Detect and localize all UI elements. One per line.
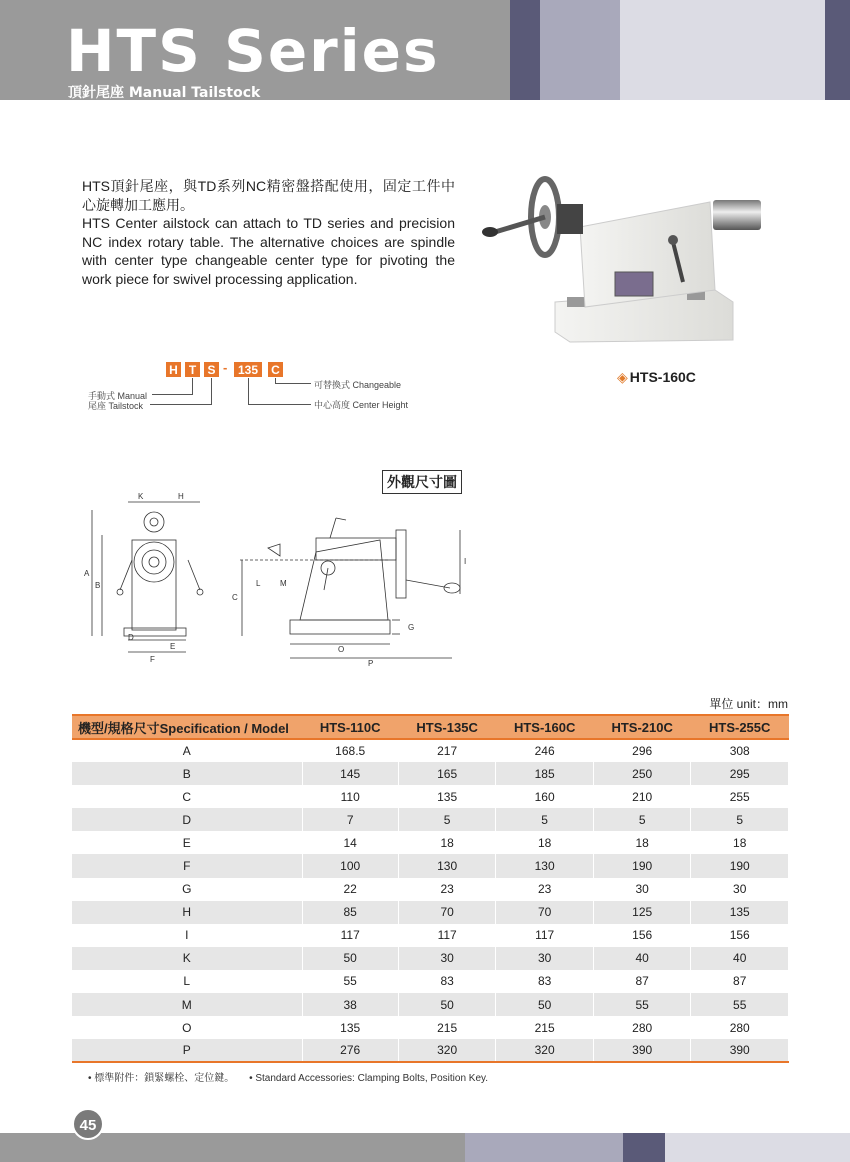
table-cell: 135 bbox=[398, 785, 496, 808]
leader-line bbox=[275, 383, 311, 384]
footer-segment bbox=[665, 1133, 850, 1162]
code-suffix: C bbox=[268, 362, 283, 377]
photo-caption: ◈ HTS-160C bbox=[617, 369, 696, 385]
table-cell: 40 bbox=[691, 947, 789, 970]
table-cell: 14 bbox=[302, 831, 398, 854]
table-cell: 110 bbox=[302, 785, 398, 808]
header-segment bbox=[510, 0, 540, 100]
table-cell: 246 bbox=[496, 739, 594, 762]
table-cell: 18 bbox=[398, 831, 496, 854]
side-view bbox=[240, 518, 460, 658]
code-letter-h: H bbox=[166, 362, 181, 377]
table-row bbox=[72, 970, 789, 993]
table-cell: 255 bbox=[691, 785, 789, 808]
table-cell: 117 bbox=[398, 924, 496, 947]
table-cell: 280 bbox=[593, 1016, 691, 1039]
footer-segment bbox=[465, 1133, 623, 1162]
table-cell: 276 bbox=[302, 1039, 398, 1062]
code-size: 135 bbox=[234, 362, 262, 377]
row-label: D bbox=[72, 808, 302, 831]
row-label: I bbox=[72, 924, 302, 947]
intro-text bbox=[82, 177, 455, 289]
label-tailstock: 尾座 Tailstock bbox=[88, 401, 144, 411]
label-center-height: 中心高度 Center Height bbox=[314, 400, 409, 410]
drawing-label-k: K bbox=[138, 492, 144, 501]
label-changeable: 可替換式 Changeable bbox=[314, 380, 402, 390]
footer-band bbox=[0, 1133, 850, 1162]
row-label: H bbox=[72, 901, 302, 924]
table-cell: 185 bbox=[496, 762, 594, 785]
drawing-label-c: C bbox=[232, 593, 238, 602]
header-segment bbox=[825, 0, 850, 100]
drawing-label-g: G bbox=[408, 623, 415, 632]
table-row bbox=[72, 854, 789, 877]
table-header-row bbox=[72, 715, 789, 739]
table-cell: 210 bbox=[593, 785, 691, 808]
table-cell: 87 bbox=[691, 970, 789, 993]
drawing-label-a: A bbox=[84, 569, 90, 578]
table-cell: 295 bbox=[691, 762, 789, 785]
intro-zh: HTS頂針尾座，與TD系列NC精密盤搭配使用，固定工件中心旋轉加工應用。 bbox=[82, 178, 455, 213]
table-cell: 30 bbox=[691, 878, 789, 901]
row-label: F bbox=[72, 854, 302, 877]
table-row bbox=[72, 1016, 789, 1039]
table-row bbox=[72, 878, 789, 901]
drawing-label-d: D bbox=[128, 633, 134, 642]
drawing-label-p: P bbox=[368, 659, 374, 668]
table-cell: 280 bbox=[691, 1016, 789, 1039]
label-manual: 手動式 Manual bbox=[88, 391, 148, 401]
leader-line bbox=[211, 378, 212, 404]
table-row bbox=[72, 993, 789, 1016]
column-header: HTS-210C bbox=[593, 715, 691, 739]
tailstock-photo bbox=[475, 172, 775, 352]
table-cell: 130 bbox=[398, 854, 496, 877]
table-cell: 165 bbox=[398, 762, 496, 785]
table-row bbox=[72, 762, 789, 785]
intro-en: HTS Center ailstock can attach to TD series and precision NC index rotary table. The alternative choices are spindle with center type changeable center type for pivoting the work piece for swivel processing application. bbox=[82, 215, 455, 287]
row-label: A bbox=[72, 739, 302, 762]
leader-line bbox=[150, 404, 212, 405]
table-cell: 55 bbox=[593, 993, 691, 1016]
footnote-en: • Standard Accessories: Clamping Bolts, Position Key. bbox=[249, 1073, 489, 1084]
column-header: HTS-255C bbox=[691, 715, 789, 739]
table-cell: 50 bbox=[496, 993, 594, 1016]
table-cell: 50 bbox=[302, 947, 398, 970]
row-label: B bbox=[72, 762, 302, 785]
table-cell: 70 bbox=[398, 901, 496, 924]
drawing-label-l: L bbox=[256, 579, 261, 588]
table-cell: 190 bbox=[691, 854, 789, 877]
table-cell: 18 bbox=[496, 831, 594, 854]
code-dash: - bbox=[223, 360, 228, 375]
table-cell: 55 bbox=[691, 993, 789, 1016]
table-row bbox=[72, 808, 789, 831]
table-cell: 30 bbox=[496, 947, 594, 970]
table-cell: 308 bbox=[691, 739, 789, 762]
table-cell: 135 bbox=[302, 1016, 398, 1039]
page-subtitle: 頂針尾座 Manual Tailstock bbox=[68, 85, 261, 101]
table-cell: 50 bbox=[398, 993, 496, 1016]
page-number: 45 bbox=[72, 1108, 104, 1140]
table-cell: 23 bbox=[398, 878, 496, 901]
row-label: O bbox=[72, 1016, 302, 1039]
table-cell: 38 bbox=[302, 993, 398, 1016]
table-cell: 117 bbox=[496, 924, 594, 947]
table-cell: 40 bbox=[593, 947, 691, 970]
row-label: C bbox=[72, 785, 302, 808]
table-cell: 145 bbox=[302, 762, 398, 785]
code-letter-s: S bbox=[204, 362, 219, 377]
table-cell: 250 bbox=[593, 762, 691, 785]
table-cell: 22 bbox=[302, 878, 398, 901]
table-cell: 23 bbox=[496, 878, 594, 901]
table-cell: 215 bbox=[496, 1016, 594, 1039]
row-label: P bbox=[72, 1039, 302, 1062]
footnote-zh: • 標準附件：鎖緊螺栓、定位鍵。 bbox=[88, 1073, 235, 1084]
table-row bbox=[72, 947, 789, 970]
front-view bbox=[92, 502, 203, 652]
drawing-label-b: B bbox=[95, 581, 101, 590]
row-label: G bbox=[72, 878, 302, 901]
table-cell: 296 bbox=[593, 739, 691, 762]
table-cell: 5 bbox=[691, 808, 789, 831]
header-segment bbox=[540, 0, 620, 100]
column-header: HTS-110C bbox=[302, 715, 398, 739]
table-row bbox=[72, 831, 789, 854]
table-cell: 217 bbox=[398, 739, 496, 762]
drawing-label-h: H bbox=[178, 492, 184, 501]
table-cell: 168.5 bbox=[302, 739, 398, 762]
table-cell: 117 bbox=[302, 924, 398, 947]
dimension-drawing-title: 外觀尺寸圖 bbox=[382, 470, 462, 494]
row-label: K bbox=[72, 947, 302, 970]
spec-table bbox=[72, 714, 789, 1063]
dimension-drawing bbox=[80, 490, 480, 670]
table-cell: 135 bbox=[691, 901, 789, 924]
table-cell: 100 bbox=[302, 854, 398, 877]
table-cell: 83 bbox=[496, 970, 594, 993]
table-cell: 130 bbox=[496, 854, 594, 877]
table-cell: 30 bbox=[398, 947, 496, 970]
table-row bbox=[72, 924, 789, 947]
row-label: L bbox=[72, 970, 302, 993]
drawing-label-e: E bbox=[170, 642, 176, 651]
table-cell: 215 bbox=[398, 1016, 496, 1039]
table-cell: 156 bbox=[691, 924, 789, 947]
table-row bbox=[72, 1039, 789, 1062]
table-cell: 390 bbox=[593, 1039, 691, 1062]
leader-line bbox=[192, 378, 193, 394]
table-cell: 190 bbox=[593, 854, 691, 877]
table-cell: 320 bbox=[496, 1039, 594, 1062]
drawing-label-i: I bbox=[464, 557, 467, 566]
row-label: E bbox=[72, 831, 302, 854]
table-cell: 160 bbox=[496, 785, 594, 808]
table-cell: 156 bbox=[593, 924, 691, 947]
table-cell: 125 bbox=[593, 901, 691, 924]
table-cell: 7 bbox=[302, 808, 398, 831]
leader-line bbox=[248, 378, 249, 404]
leader-line bbox=[152, 394, 193, 395]
table-row bbox=[72, 785, 789, 808]
column-header: HTS-160C bbox=[496, 715, 594, 739]
table-cell: 18 bbox=[593, 831, 691, 854]
drawing-label-m: M bbox=[280, 579, 287, 588]
footnote bbox=[88, 1069, 500, 1084]
drawing-label-f: F bbox=[150, 655, 155, 664]
table-cell: 30 bbox=[593, 878, 691, 901]
footer-segment bbox=[0, 1133, 465, 1162]
code-letter-t: T bbox=[185, 362, 200, 377]
table-cell: 87 bbox=[593, 970, 691, 993]
table-row bbox=[72, 901, 789, 924]
model-code-diagram bbox=[88, 358, 448, 418]
table-cell: 70 bbox=[496, 901, 594, 924]
drawing-label-o: O bbox=[338, 645, 345, 654]
leader-line bbox=[248, 404, 311, 405]
header-band bbox=[0, 0, 850, 100]
row-label: M bbox=[72, 993, 302, 1016]
page-title: HTS Series bbox=[66, 17, 440, 85]
table-cell: 390 bbox=[691, 1039, 789, 1062]
header-segment bbox=[620, 0, 825, 100]
unit-label: 單位 unit：mm bbox=[709, 697, 788, 711]
table-cell: 85 bbox=[302, 901, 398, 924]
table-row bbox=[72, 739, 789, 762]
table-cell: 5 bbox=[496, 808, 594, 831]
table-cell: 55 bbox=[302, 970, 398, 993]
table-cell: 5 bbox=[593, 808, 691, 831]
column-header: HTS-135C bbox=[398, 715, 496, 739]
table-cell: 5 bbox=[398, 808, 496, 831]
footer-segment bbox=[623, 1133, 665, 1162]
table-cell: 320 bbox=[398, 1039, 496, 1062]
column-header: 機型/規格尺寸Specification / Model bbox=[72, 715, 302, 739]
table-cell: 83 bbox=[398, 970, 496, 993]
table-cell: 18 bbox=[691, 831, 789, 854]
photo-caption-text: HTS-160C bbox=[629, 369, 696, 385]
